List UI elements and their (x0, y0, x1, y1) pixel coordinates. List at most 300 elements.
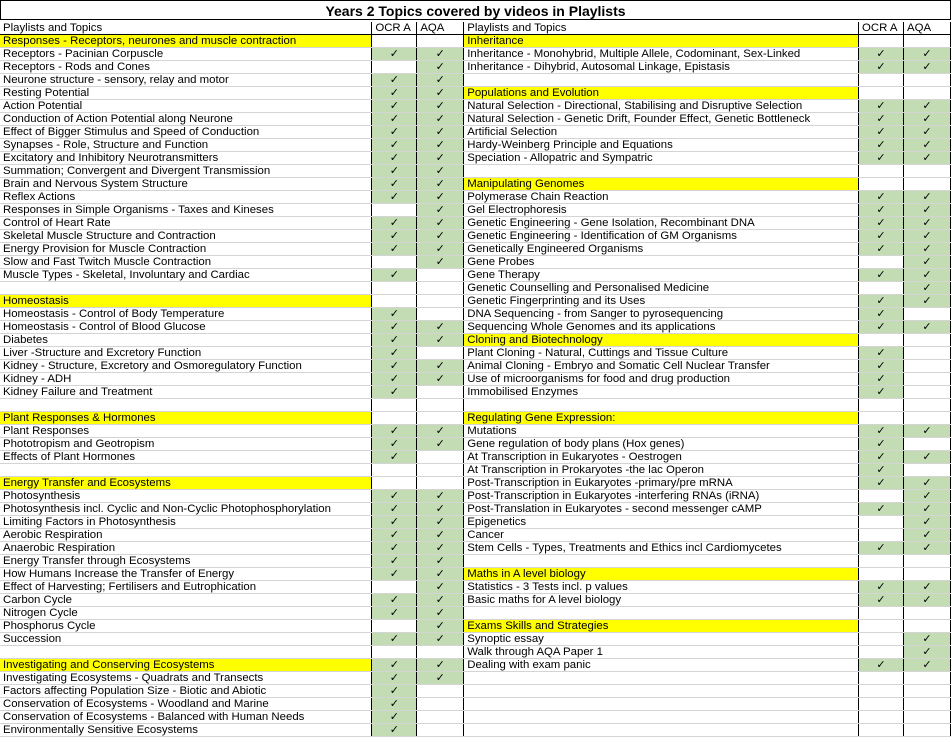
left-topic-cell[interactable]: Liver -Structure and Excretory Function (0, 347, 372, 360)
left-ocr-check-cell[interactable] (372, 256, 417, 269)
right-topic-cell[interactable] (464, 685, 859, 698)
left-topic-cell[interactable]: Phototropism and Geotropism (0, 438, 372, 451)
right-aqa-check-cell[interactable]: ✓ (904, 269, 951, 282)
left-aqa-check-cell[interactable] (417, 308, 464, 321)
right-aqa-check-cell[interactable] (904, 373, 951, 386)
left-topic-cell[interactable]: Diabetes (0, 334, 372, 347)
right-topic-cell[interactable]: Gene Therapy (464, 269, 859, 282)
right-ocr-check-cell[interactable] (859, 529, 904, 542)
left-topic-cell[interactable]: Energy Transfer and Ecosystems (0, 477, 372, 490)
right-ocr-check-cell[interactable]: ✓ (859, 321, 904, 334)
left-aqa-check-cell[interactable]: ✓ (417, 425, 464, 438)
left-topic-cell[interactable]: Photosynthesis (0, 490, 372, 503)
right-topic-cell[interactable]: Post-Transcription in Eukaryotes -interfering RNAs (iRNA) (464, 490, 859, 503)
right-aqa-check-cell[interactable] (904, 178, 951, 191)
left-topic-cell[interactable]: Succession (0, 633, 372, 646)
left-topic-cell[interactable]: Anaerobic Respiration (0, 542, 372, 555)
right-aqa-check-cell[interactable]: ✓ (904, 243, 951, 256)
right-topic-cell[interactable]: Animal Cloning - Embryo and Somatic Cell Nuclear Transfer (464, 360, 859, 373)
left-ocr-check-cell[interactable]: ✓ (372, 529, 417, 542)
right-topic-cell[interactable]: Manipulating Genomes (464, 178, 859, 191)
right-aqa-check-cell[interactable]: ✓ (904, 295, 951, 308)
left-aqa-check-cell[interactable]: ✓ (417, 490, 464, 503)
left-ocr-check-cell[interactable]: ✓ (372, 191, 417, 204)
left-aqa-check-cell[interactable]: ✓ (417, 633, 464, 646)
right-aqa-check-cell[interactable] (904, 308, 951, 321)
right-aqa-check-cell[interactable] (904, 399, 951, 412)
right-aqa-check-cell[interactable]: ✓ (904, 581, 951, 594)
left-ocr-check-cell[interactable]: ✓ (372, 386, 417, 399)
right-ocr-check-cell[interactable] (859, 711, 904, 724)
left-ocr-check-cell[interactable]: ✓ (372, 516, 417, 529)
right-aqa-check-cell[interactable] (904, 568, 951, 581)
right-topic-cell[interactable]: Post-Transcription in Eukaryotes -primary/pre mRNA (464, 477, 859, 490)
right-ocr-check-cell[interactable]: ✓ (859, 308, 904, 321)
right-aqa-check-cell[interactable] (904, 334, 951, 347)
right-aqa-check-cell[interactable]: ✓ (904, 217, 951, 230)
right-aqa-check-cell[interactable]: ✓ (904, 490, 951, 503)
right-topic-cell[interactable]: Mutations (464, 425, 859, 438)
right-ocr-check-cell[interactable] (859, 399, 904, 412)
left-aqa-check-cell[interactable]: ✓ (417, 152, 464, 165)
left-aqa-check-cell[interactable]: ✓ (417, 659, 464, 672)
left-topic-cell[interactable]: Conduction of Action Potential along Neurone (0, 113, 372, 126)
right-topic-cell[interactable]: Post-Translation in Eukaryotes - second messenger cAMP (464, 503, 859, 516)
left-topic-cell[interactable]: Environmentally Sensitive Ecosystems (0, 724, 372, 737)
right-aqa-check-cell[interactable] (904, 87, 951, 100)
left-ocr-check-cell[interactable] (372, 477, 417, 490)
right-topic-cell[interactable]: Genetic Engineering - Gene Isolation, Recombinant DNA (464, 217, 859, 230)
left-topic-cell[interactable]: Excitatory and Inhibitory Neurotransmitters (0, 152, 372, 165)
right-topic-cell[interactable]: Gene Probes (464, 256, 859, 269)
left-topic-cell[interactable]: Carbon Cycle (0, 594, 372, 607)
left-topic-cell[interactable]: Neurone structure - sensory, relay and motor (0, 74, 372, 87)
right-topic-cell[interactable]: Exams Skills and Strategies (464, 620, 859, 633)
right-topic-cell[interactable]: Cancer (464, 529, 859, 542)
left-topic-cell[interactable]: Summation; Convergent and Divergent Transmission (0, 165, 372, 178)
right-aqa-check-cell[interactable]: ✓ (904, 633, 951, 646)
left-aqa-check-cell[interactable]: ✓ (417, 48, 464, 61)
left-aqa-check-cell[interactable]: ✓ (417, 581, 464, 594)
right-ocr-check-cell[interactable] (859, 256, 904, 269)
left-topic-cell[interactable]: Responses in Simple Organisms - Taxes and Kineses (0, 204, 372, 217)
left-ocr-check-cell[interactable]: ✓ (372, 178, 417, 191)
right-ocr-check-cell[interactable] (859, 633, 904, 646)
right-ocr-check-cell[interactable] (859, 555, 904, 568)
left-aqa-check-cell[interactable] (417, 386, 464, 399)
left-topic-cell[interactable]: Slow and Fast Twitch Muscle Contraction (0, 256, 372, 269)
right-topic-cell[interactable]: Natural Selection - Genetic Drift, Founder Effect, Genetic Bottleneck (464, 113, 859, 126)
left-topic-cell[interactable]: Plant Responses & Hormones (0, 412, 372, 425)
left-ocr-check-cell[interactable]: ✓ (372, 321, 417, 334)
right-ocr-check-cell[interactable]: ✓ (859, 269, 904, 282)
right-aqa-check-cell[interactable] (904, 386, 951, 399)
left-ocr-check-cell[interactable]: ✓ (372, 711, 417, 724)
right-aqa-check-cell[interactable]: ✓ (904, 594, 951, 607)
left-topic-cell[interactable]: Homeostasis - Control of Body Temperature (0, 308, 372, 321)
right-topic-cell[interactable] (464, 74, 859, 87)
left-topic-cell[interactable] (0, 464, 372, 477)
right-ocr-check-cell[interactable] (859, 87, 904, 100)
right-topic-cell[interactable]: Regulating Gene Expression: (464, 412, 859, 425)
right-ocr-check-cell[interactable]: ✓ (859, 581, 904, 594)
left-ocr-check-cell[interactable] (372, 581, 417, 594)
right-aqa-check-cell[interactable]: ✓ (904, 204, 951, 217)
left-topic-cell[interactable]: Investigating Ecosystems - Quadrats and Transects (0, 672, 372, 685)
left-topic-cell[interactable]: Phosphorus Cycle (0, 620, 372, 633)
right-ocr-check-cell[interactable]: ✓ (859, 373, 904, 386)
left-aqa-check-cell[interactable] (417, 295, 464, 308)
left-topic-cell[interactable] (0, 646, 372, 659)
left-aqa-check-cell[interactable]: ✓ (417, 256, 464, 269)
right-aqa-check-cell[interactable]: ✓ (904, 321, 951, 334)
right-ocr-check-cell[interactable]: ✓ (859, 386, 904, 399)
right-aqa-check-cell[interactable] (904, 685, 951, 698)
left-ocr-check-cell[interactable] (372, 646, 417, 659)
right-aqa-check-cell[interactable] (904, 620, 951, 633)
right-aqa-check-cell[interactable] (904, 698, 951, 711)
right-aqa-check-cell[interactable]: ✓ (904, 451, 951, 464)
left-aqa-check-cell[interactable]: ✓ (417, 334, 464, 347)
left-aqa-check-cell[interactable]: ✓ (417, 672, 464, 685)
left-topic-cell[interactable]: Energy Provision for Muscle Contraction (0, 243, 372, 256)
left-topic-cell[interactable]: Kidney Failure and Treatment (0, 386, 372, 399)
left-topic-cell[interactable]: Kidney - ADH (0, 373, 372, 386)
right-topic-cell[interactable]: Polymerase Chain Reaction (464, 191, 859, 204)
left-ocr-check-cell[interactable]: ✓ (372, 100, 417, 113)
left-topic-cell[interactable]: Receptors - Pacinian Corpuscle (0, 48, 372, 61)
right-aqa-check-cell[interactable] (904, 35, 951, 48)
right-topic-cell[interactable]: Speciation - Allopatric and Sympatric (464, 152, 859, 165)
right-aqa-check-cell[interactable]: ✓ (904, 529, 951, 542)
left-aqa-check-cell[interactable] (417, 698, 464, 711)
left-aqa-check-cell[interactable]: ✓ (417, 555, 464, 568)
left-aqa-check-cell[interactable] (417, 269, 464, 282)
right-aqa-check-cell[interactable] (904, 412, 951, 425)
left-ocr-check-cell[interactable] (372, 204, 417, 217)
left-ocr-check-cell[interactable]: ✓ (372, 633, 417, 646)
left-aqa-check-cell[interactable] (417, 711, 464, 724)
left-topic-cell[interactable] (0, 399, 372, 412)
right-ocr-check-cell[interactable] (859, 672, 904, 685)
left-aqa-check-cell[interactable]: ✓ (417, 100, 464, 113)
right-topic-cell[interactable]: Artificial Selection (464, 126, 859, 139)
left-topic-cell[interactable]: Aerobic Respiration (0, 529, 372, 542)
right-aqa-check-cell[interactable]: ✓ (904, 659, 951, 672)
right-ocr-check-cell[interactable] (859, 74, 904, 87)
right-ocr-check-cell[interactable] (859, 334, 904, 347)
right-ocr-check-cell[interactable] (859, 178, 904, 191)
right-ocr-check-cell[interactable]: ✓ (859, 438, 904, 451)
right-topic-cell[interactable]: Basic maths for A level biology (464, 594, 859, 607)
left-ocr-check-cell[interactable] (372, 464, 417, 477)
right-ocr-check-cell[interactable]: ✓ (859, 204, 904, 217)
left-aqa-check-cell[interactable]: ✓ (417, 373, 464, 386)
left-ocr-check-cell[interactable]: ✓ (372, 659, 417, 672)
right-aqa-check-cell[interactable]: ✓ (904, 100, 951, 113)
left-topic-cell[interactable]: Effect of Bigger Stimulus and Speed of Conduction (0, 126, 372, 139)
left-aqa-check-cell[interactable]: ✓ (417, 503, 464, 516)
left-aqa-check-cell[interactable]: ✓ (417, 139, 464, 152)
left-ocr-check-cell[interactable]: ✓ (372, 126, 417, 139)
right-ocr-check-cell[interactable] (859, 516, 904, 529)
left-ocr-check-cell[interactable]: ✓ (372, 425, 417, 438)
left-ocr-check-cell[interactable]: ✓ (372, 607, 417, 620)
left-ocr-check-cell[interactable] (372, 61, 417, 74)
right-ocr-check-cell[interactable]: ✓ (859, 594, 904, 607)
left-topic-cell[interactable]: Investigating and Conserving Ecosystems (0, 659, 372, 672)
left-ocr-check-cell[interactable]: ✓ (372, 74, 417, 87)
left-aqa-check-cell[interactable]: ✓ (417, 165, 464, 178)
left-ocr-check-cell[interactable] (372, 35, 417, 48)
left-ocr-check-cell[interactable]: ✓ (372, 542, 417, 555)
left-ocr-check-cell[interactable]: ✓ (372, 87, 417, 100)
left-ocr-check-cell[interactable]: ✓ (372, 594, 417, 607)
right-aqa-check-cell[interactable]: ✓ (904, 282, 951, 295)
left-aqa-check-cell[interactable]: ✓ (417, 191, 464, 204)
left-ocr-check-cell[interactable]: ✓ (372, 698, 417, 711)
right-topic-cell[interactable]: Immobilised Enzymes (464, 386, 859, 399)
left-ocr-check-cell[interactable]: ✓ (372, 48, 417, 61)
right-ocr-check-cell[interactable] (859, 35, 904, 48)
right-ocr-check-cell[interactable] (859, 698, 904, 711)
right-aqa-check-cell[interactable]: ✓ (904, 646, 951, 659)
left-aqa-check-cell[interactable]: ✓ (417, 620, 464, 633)
right-ocr-check-cell[interactable] (859, 490, 904, 503)
left-ocr-check-cell[interactable] (372, 282, 417, 295)
right-topic-cell[interactable]: DNA Sequencing - from Sanger to pyrosequencing (464, 308, 859, 321)
left-aqa-check-cell[interactable]: ✓ (417, 74, 464, 87)
right-ocr-check-cell[interactable]: ✓ (859, 295, 904, 308)
right-topic-cell[interactable]: Gel Electrophoresis (464, 204, 859, 217)
right-ocr-check-cell[interactable] (859, 646, 904, 659)
right-aqa-check-cell[interactable] (904, 724, 951, 737)
right-topic-cell[interactable] (464, 555, 859, 568)
right-ocr-check-cell[interactable] (859, 724, 904, 737)
left-ocr-check-cell[interactable]: ✓ (372, 165, 417, 178)
right-topic-cell[interactable]: Inheritance (464, 35, 859, 48)
left-aqa-check-cell[interactable]: ✓ (417, 542, 464, 555)
left-aqa-check-cell[interactable] (417, 451, 464, 464)
right-aqa-check-cell[interactable]: ✓ (904, 61, 951, 74)
left-aqa-check-cell[interactable]: ✓ (417, 217, 464, 230)
left-ocr-check-cell[interactable] (372, 295, 417, 308)
left-topic-cell[interactable]: Homeostasis - Control of Blood Glucose (0, 321, 372, 334)
right-ocr-check-cell[interactable]: ✓ (859, 61, 904, 74)
right-ocr-check-cell[interactable]: ✓ (859, 230, 904, 243)
left-topic-cell[interactable]: Energy Transfer through Ecosystems (0, 555, 372, 568)
left-aqa-check-cell[interactable] (417, 399, 464, 412)
left-topic-cell[interactable]: Effect of Harvesting; Fertilisers and Eutrophication (0, 581, 372, 594)
right-topic-cell[interactable] (464, 165, 859, 178)
left-ocr-check-cell[interactable] (372, 412, 417, 425)
right-ocr-check-cell[interactable] (859, 412, 904, 425)
right-topic-cell[interactable]: Statistics - 3 Tests incl. p values (464, 581, 859, 594)
left-topic-cell[interactable]: Effects of Plant Hormones (0, 451, 372, 464)
right-topic-cell[interactable]: Stem Cells - Types, Treatments and Ethics incl Cardiomycetes (464, 542, 859, 555)
left-ocr-check-cell[interactable]: ✓ (372, 685, 417, 698)
right-ocr-check-cell[interactable]: ✓ (859, 659, 904, 672)
left-aqa-check-cell[interactable]: ✓ (417, 243, 464, 256)
right-topic-cell[interactable]: Natural Selection - Directional, Stabilising and Disruptive Selection (464, 100, 859, 113)
right-ocr-check-cell[interactable]: ✓ (859, 48, 904, 61)
right-ocr-check-cell[interactable]: ✓ (859, 503, 904, 516)
left-topic-cell[interactable]: Resting Potential (0, 87, 372, 100)
right-aqa-check-cell[interactable]: ✓ (904, 191, 951, 204)
right-topic-cell[interactable] (464, 399, 859, 412)
left-topic-cell[interactable]: Synapses - Role, Structure and Function (0, 139, 372, 152)
left-ocr-check-cell[interactable]: ✓ (372, 152, 417, 165)
left-ocr-check-cell[interactable]: ✓ (372, 113, 417, 126)
left-ocr-check-cell[interactable]: ✓ (372, 568, 417, 581)
right-topic-cell[interactable]: Hardy-Weinberg Principle and Equations (464, 139, 859, 152)
right-ocr-check-cell[interactable]: ✓ (859, 113, 904, 126)
left-aqa-check-cell[interactable]: ✓ (417, 360, 464, 373)
left-topic-cell[interactable]: How Humans Increase the Transfer of Energy (0, 568, 372, 581)
left-ocr-check-cell[interactable]: ✓ (372, 217, 417, 230)
right-aqa-check-cell[interactable] (904, 438, 951, 451)
left-ocr-check-cell[interactable]: ✓ (372, 438, 417, 451)
right-topic-cell[interactable]: Gene regulation of body plans (Hox genes) (464, 438, 859, 451)
right-ocr-check-cell[interactable]: ✓ (859, 191, 904, 204)
left-topic-cell[interactable]: Factors affecting Population Size - Biotic and Abiotic (0, 685, 372, 698)
right-aqa-check-cell[interactable] (904, 607, 951, 620)
right-aqa-check-cell[interactable] (904, 464, 951, 477)
left-ocr-check-cell[interactable]: ✓ (372, 724, 417, 737)
right-aqa-check-cell[interactable] (904, 555, 951, 568)
right-aqa-check-cell[interactable]: ✓ (904, 503, 951, 516)
left-aqa-check-cell[interactable]: ✓ (417, 204, 464, 217)
right-aqa-check-cell[interactable] (904, 165, 951, 178)
left-aqa-check-cell[interactable]: ✓ (417, 594, 464, 607)
right-ocr-check-cell[interactable] (859, 607, 904, 620)
left-ocr-check-cell[interactable]: ✓ (372, 347, 417, 360)
right-topic-cell[interactable]: Maths in A level biology (464, 568, 859, 581)
left-aqa-check-cell[interactable]: ✓ (417, 516, 464, 529)
left-ocr-check-cell[interactable]: ✓ (372, 373, 417, 386)
right-aqa-check-cell[interactable]: ✓ (904, 516, 951, 529)
left-ocr-check-cell[interactable]: ✓ (372, 672, 417, 685)
right-aqa-check-cell[interactable]: ✓ (904, 477, 951, 490)
right-ocr-check-cell[interactable]: ✓ (859, 425, 904, 438)
left-topic-cell[interactable]: Conservation of Ecosystems - Woodland and Marine (0, 698, 372, 711)
right-ocr-check-cell[interactable]: ✓ (859, 542, 904, 555)
right-ocr-check-cell[interactable] (859, 282, 904, 295)
right-ocr-check-cell[interactable] (859, 620, 904, 633)
left-aqa-check-cell[interactable] (417, 347, 464, 360)
right-aqa-check-cell[interactable] (904, 74, 951, 87)
left-topic-cell[interactable]: Homeostasis (0, 295, 372, 308)
right-ocr-check-cell[interactable] (859, 165, 904, 178)
left-topic-cell[interactable]: Limiting Factors in Photosynthesis (0, 516, 372, 529)
left-topic-cell[interactable]: Nitrogen Cycle (0, 607, 372, 620)
right-ocr-check-cell[interactable]: ✓ (859, 243, 904, 256)
right-aqa-check-cell[interactable] (904, 672, 951, 685)
left-ocr-check-cell[interactable]: ✓ (372, 360, 417, 373)
left-ocr-check-cell[interactable]: ✓ (372, 503, 417, 516)
left-ocr-check-cell[interactable]: ✓ (372, 334, 417, 347)
left-aqa-check-cell[interactable]: ✓ (417, 87, 464, 100)
left-topic-cell[interactable]: Action Potential (0, 100, 372, 113)
left-aqa-check-cell[interactable] (417, 464, 464, 477)
left-topic-cell[interactable]: Kidney - Structure, Excretory and Osmoregulatory Function (0, 360, 372, 373)
left-ocr-check-cell[interactable] (372, 399, 417, 412)
right-ocr-check-cell[interactable] (859, 568, 904, 581)
right-aqa-check-cell[interactable]: ✓ (904, 113, 951, 126)
left-ocr-check-cell[interactable]: ✓ (372, 243, 417, 256)
left-ocr-check-cell[interactable]: ✓ (372, 230, 417, 243)
right-ocr-check-cell[interactable]: ✓ (859, 100, 904, 113)
right-topic-cell[interactable]: Genetic Fingerprinting and its Uses (464, 295, 859, 308)
left-aqa-check-cell[interactable]: ✓ (417, 126, 464, 139)
right-ocr-check-cell[interactable]: ✓ (859, 451, 904, 464)
right-topic-cell[interactable]: Genetically Engineered Organisms (464, 243, 859, 256)
right-topic-cell[interactable]: Inheritance - Monohybrid, Multiple Allele, Codominant, Sex-Linked (464, 48, 859, 61)
left-ocr-check-cell[interactable]: ✓ (372, 490, 417, 503)
left-topic-cell[interactable]: Receptors - Rods and Cones (0, 61, 372, 74)
right-ocr-check-cell[interactable]: ✓ (859, 464, 904, 477)
left-ocr-check-cell[interactable] (372, 620, 417, 633)
right-topic-cell[interactable] (464, 607, 859, 620)
left-aqa-check-cell[interactable] (417, 35, 464, 48)
left-aqa-check-cell[interactable]: ✓ (417, 438, 464, 451)
left-ocr-check-cell[interactable]: ✓ (372, 139, 417, 152)
right-ocr-check-cell[interactable]: ✓ (859, 347, 904, 360)
right-topic-cell[interactable]: Use of microorganisms for food and drug production (464, 373, 859, 386)
right-ocr-check-cell[interactable] (859, 685, 904, 698)
right-aqa-check-cell[interactable] (904, 711, 951, 724)
left-aqa-check-cell[interactable] (417, 282, 464, 295)
right-topic-cell[interactable]: At Transcription in Eukaryotes - Oestrogen (464, 451, 859, 464)
right-topic-cell[interactable]: Walk through AQA Paper 1 (464, 646, 859, 659)
right-ocr-check-cell[interactable]: ✓ (859, 152, 904, 165)
right-topic-cell[interactable] (464, 724, 859, 737)
left-topic-cell[interactable]: Photosynthesis incl. Cyclic and Non-Cyclic Photophosphorylation (0, 503, 372, 516)
left-aqa-check-cell[interactable]: ✓ (417, 178, 464, 191)
right-topic-cell[interactable]: Inheritance - Dihybrid, Autosomal Linkage, Epistasis (464, 61, 859, 74)
left-aqa-check-cell[interactable] (417, 646, 464, 659)
left-aqa-check-cell[interactable]: ✓ (417, 61, 464, 74)
right-ocr-check-cell[interactable]: ✓ (859, 139, 904, 152)
left-aqa-check-cell[interactable] (417, 477, 464, 490)
left-aqa-check-cell[interactable]: ✓ (417, 230, 464, 243)
left-topic-cell[interactable]: Muscle Types - Skeletal, Involuntary and Cardiac (0, 269, 372, 282)
right-ocr-check-cell[interactable]: ✓ (859, 126, 904, 139)
left-aqa-check-cell[interactable] (417, 724, 464, 737)
right-topic-cell[interactable]: Cloning and Biotechnology (464, 334, 859, 347)
left-ocr-check-cell[interactable]: ✓ (372, 555, 417, 568)
right-topic-cell[interactable]: Synoptic essay (464, 633, 859, 646)
left-topic-cell[interactable] (0, 282, 372, 295)
right-topic-cell[interactable]: At Transcription in Prokaryotes -the lac Operon (464, 464, 859, 477)
left-aqa-check-cell[interactable] (417, 685, 464, 698)
right-topic-cell[interactable] (464, 672, 859, 685)
right-aqa-check-cell[interactable]: ✓ (904, 256, 951, 269)
right-aqa-check-cell[interactable] (904, 360, 951, 373)
right-aqa-check-cell[interactable]: ✓ (904, 48, 951, 61)
left-ocr-check-cell[interactable]: ✓ (372, 308, 417, 321)
left-topic-cell[interactable]: Plant Responses (0, 425, 372, 438)
left-aqa-check-cell[interactable]: ✓ (417, 607, 464, 620)
left-aqa-check-cell[interactable]: ✓ (417, 568, 464, 581)
left-topic-cell[interactable]: Reflex Actions (0, 191, 372, 204)
left-topic-cell[interactable]: Responses - Receptors, neurones and muscle contraction (0, 35, 372, 48)
right-topic-cell[interactable]: Populations and Evolution (464, 87, 859, 100)
right-topic-cell[interactable]: Dealing with exam panic (464, 659, 859, 672)
right-topic-cell[interactable]: Plant Cloning - Natural, Cuttings and Tissue Culture (464, 347, 859, 360)
right-topic-cell[interactable] (464, 698, 859, 711)
right-ocr-check-cell[interactable]: ✓ (859, 217, 904, 230)
